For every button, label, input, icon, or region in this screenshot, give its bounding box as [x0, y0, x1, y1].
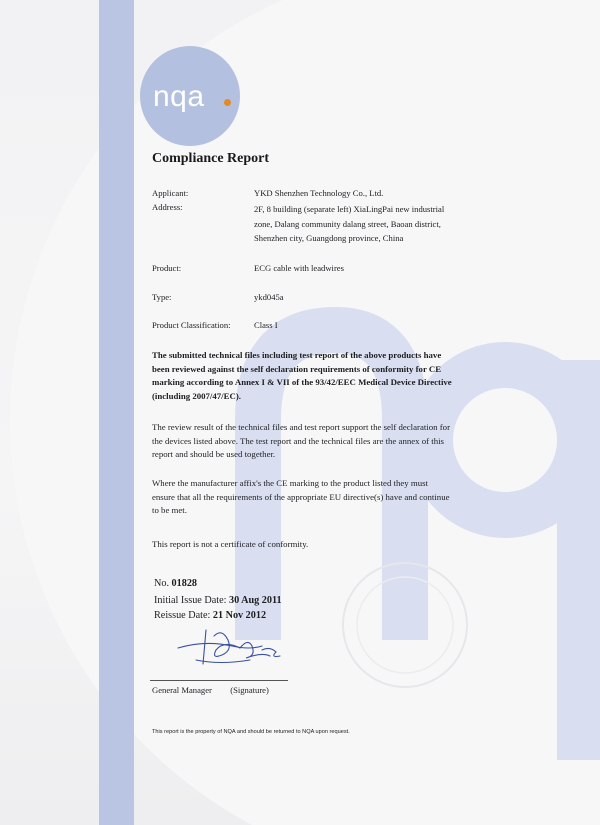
logo-dot: [224, 99, 231, 106]
initial-date-label: Initial Issue Date:: [154, 595, 227, 606]
initial-issue-date: [154, 595, 282, 606]
applicant-value: YKD Shenzhen Technology Co., Ltd.: [254, 188, 384, 198]
affix-line: to be met.: [152, 505, 187, 515]
statement-line: The submitted technical files including test report of the above products have: [152, 350, 442, 360]
type-value: ykd045a: [254, 292, 284, 302]
page-title: Compliance Report: [152, 151, 270, 166]
applicant-label: Applicant:: [152, 188, 189, 198]
address-line: zone, Dalang community dalang street, Baoan district,: [254, 218, 441, 229]
nqa-logo: nqa: [153, 80, 205, 113]
product-label: Product:: [152, 263, 182, 273]
statement-line: been reviewed against the self declaration requirements of conformity for CE: [152, 363, 442, 374]
large-circle-shape: [10, 0, 600, 825]
signature-label: (Signature): [230, 685, 269, 695]
conformity-statement: [152, 349, 508, 403]
classification-value: Class I: [254, 320, 278, 330]
initial-date-value: 30 Aug 2011: [228, 595, 282, 606]
review-line: the devices listed above. The test report and the technical files are the annex of this: [152, 435, 444, 446]
blue-band: [99, 0, 134, 825]
report-number: [154, 578, 197, 589]
number-value: 01828: [171, 578, 198, 589]
type-label: Type:: [152, 292, 172, 302]
address-line: 2F, 8 building (separate left) XiaLingPai new industrial: [254, 204, 445, 214]
address-label: Address:: [152, 202, 183, 212]
ce-marking-paragraph: [152, 477, 508, 518]
statement-line: (including 2007/47/EC).: [152, 390, 241, 401]
review-line: The review result of the technical files and test report support the self declaration for: [152, 422, 451, 432]
number-label: No.: [154, 578, 169, 589]
statement-line: marking according to Annex I & VII of the 93/42/EEC Medical Device Directive: [152, 377, 452, 387]
signatory: [152, 685, 269, 695]
affix-line: ensure that all the requirements of the appropriate EU directive(s) have and continue: [152, 491, 450, 502]
address-line: Shenzhen city, Guangdong province, China: [254, 233, 404, 243]
product-value: ECG cable with leadwires: [254, 263, 344, 273]
address-value: [254, 202, 506, 246]
disclaimer-text: This report is not a certificate of conformity.: [152, 539, 309, 549]
reissue-date: [154, 610, 266, 621]
review-paragraph: [152, 421, 508, 462]
disclaimer: [152, 538, 508, 552]
reissue-date-label: Reissue Date:: [154, 610, 211, 621]
affix-line: Where the manufacturer affix's the CE marking to the product listed they must: [152, 478, 428, 488]
review-line: report and should be used together.: [152, 449, 276, 459]
classification-label: Product Classification:: [152, 320, 231, 330]
signature-line: [150, 680, 288, 681]
footer-note: This report is the property of NQA and should be returned to NQA upon request.: [152, 729, 350, 735]
reissue-date-value: 21 Nov 2012: [212, 610, 267, 621]
signatory-role: General Manager: [152, 685, 212, 695]
